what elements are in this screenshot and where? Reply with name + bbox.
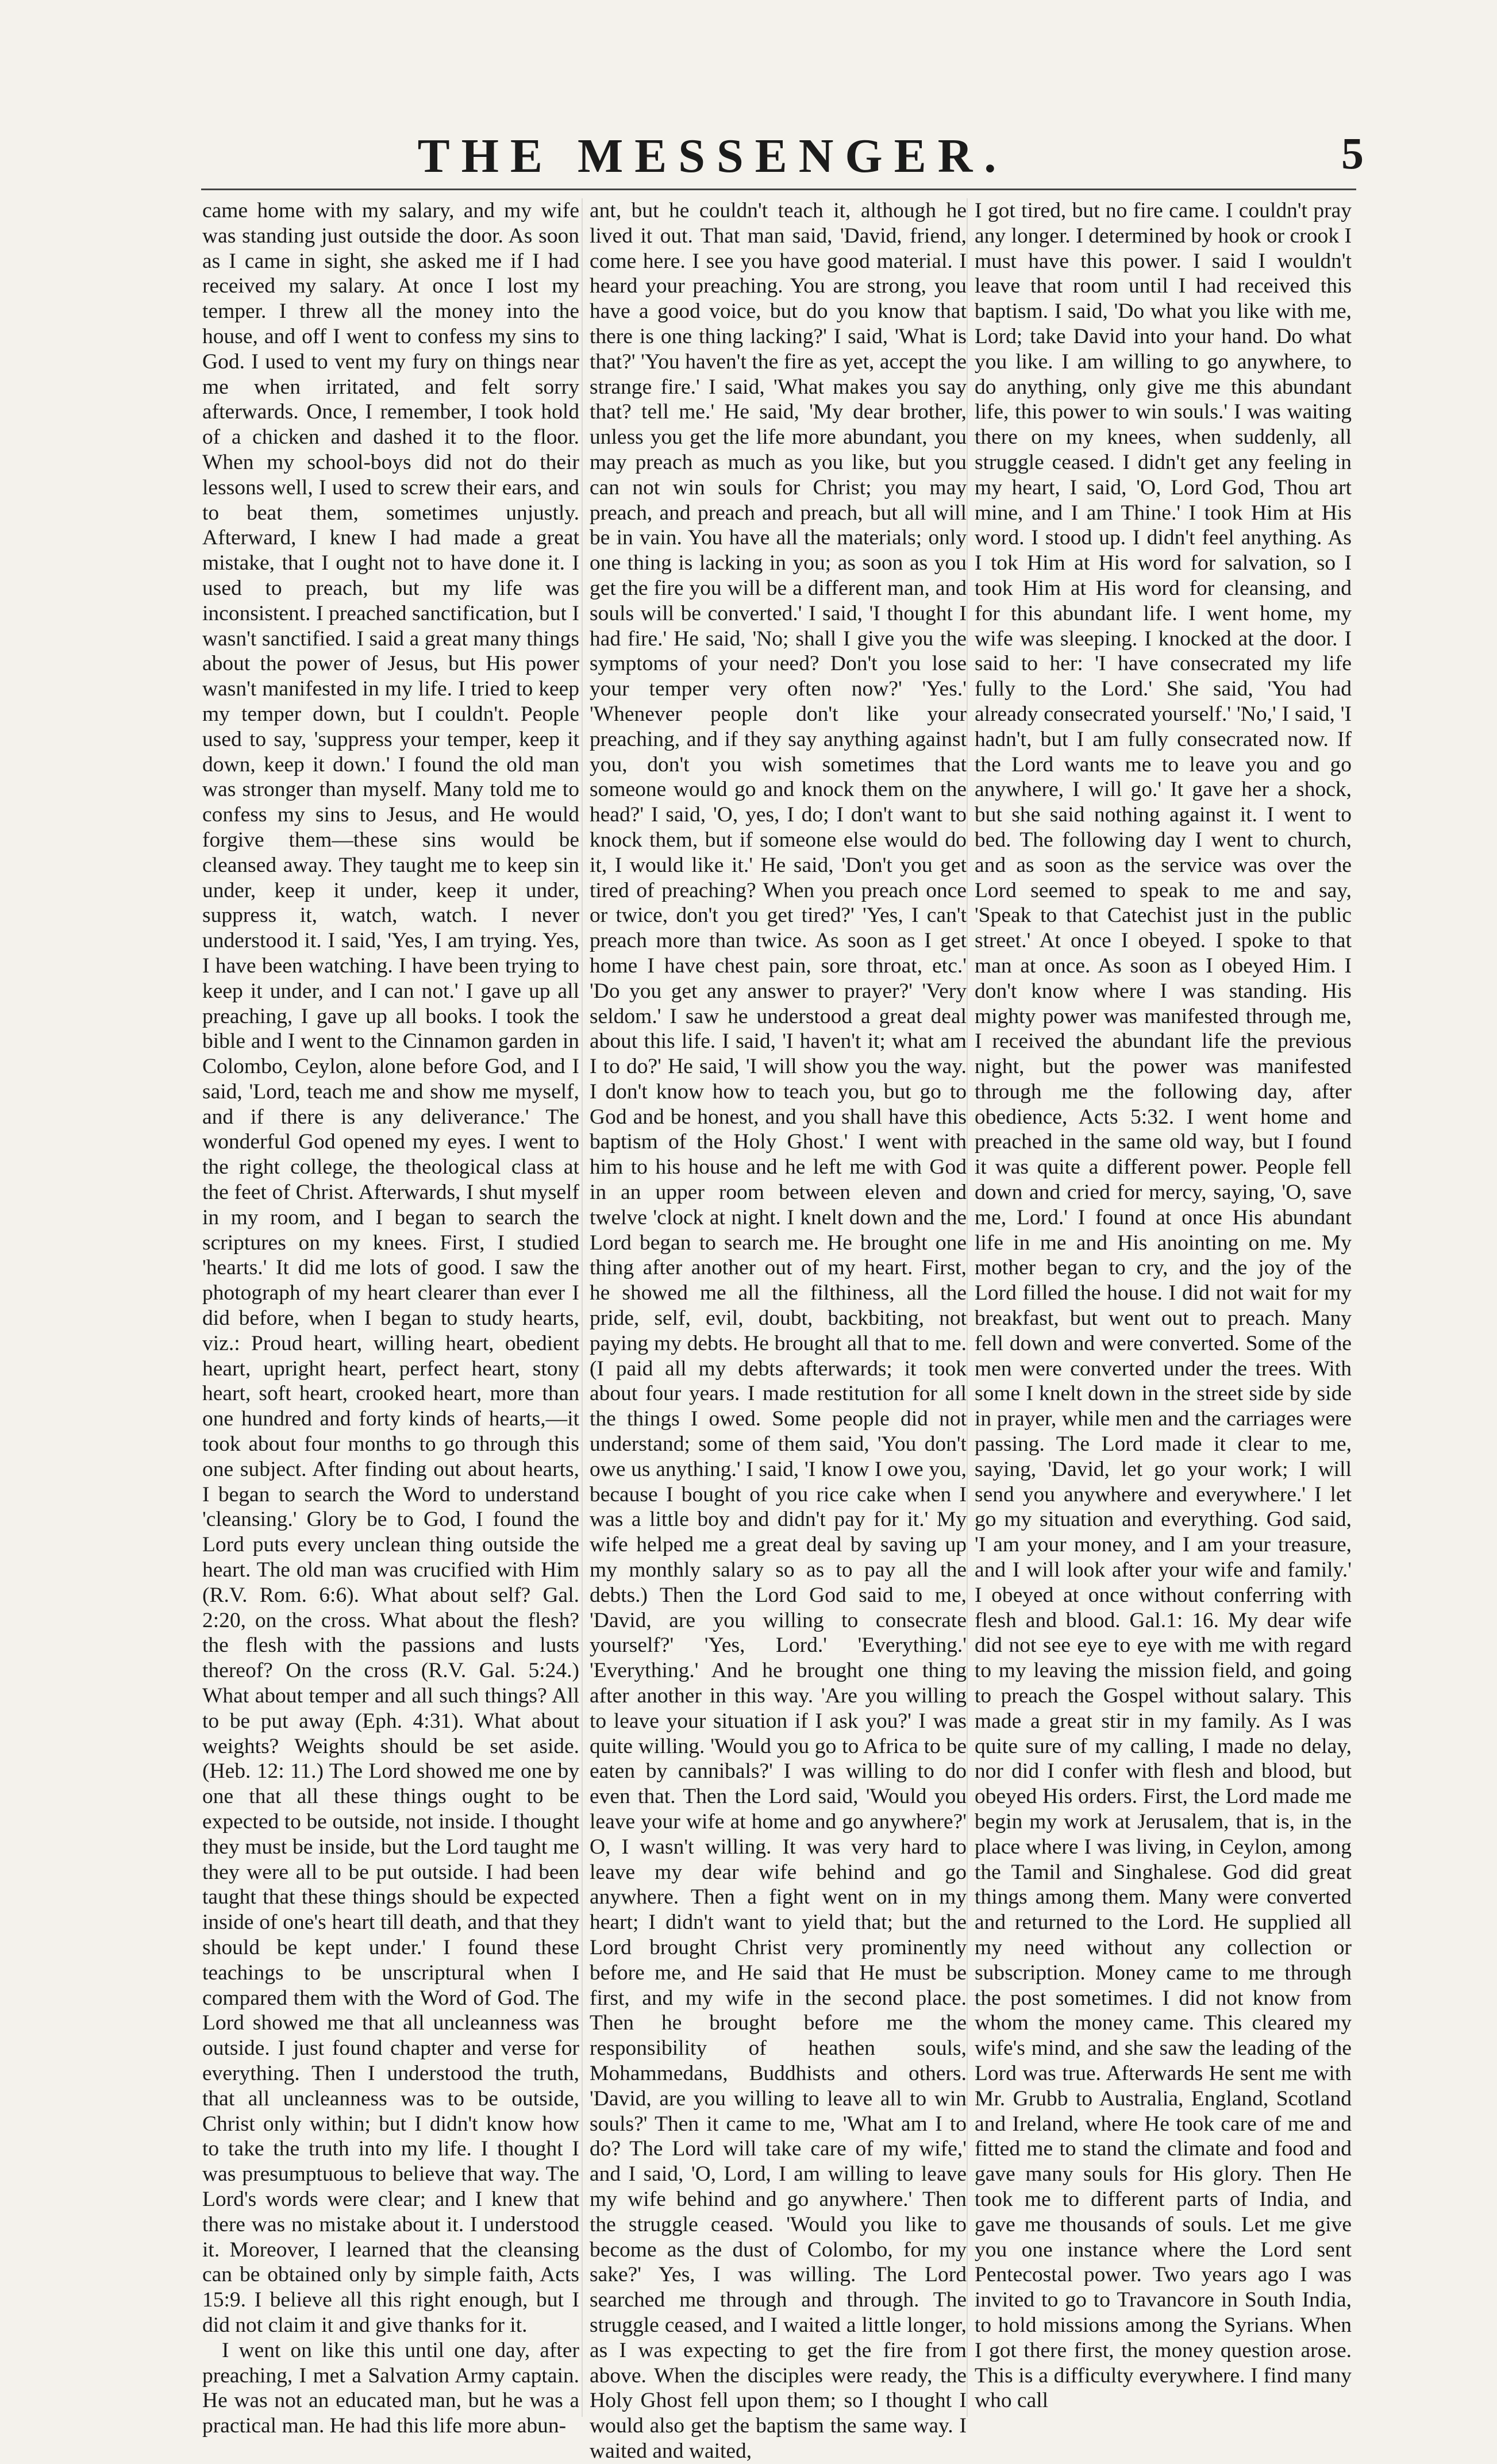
text-column-1: [202, 198, 579, 2438]
column-3-paragraph-1: I got tired, but no fire came. I couldn't pray any longer. I determined by hook or crook I must have this power. I said I wouldn't leave that room until I had received this baptism. I said, 'Do what you like with me, Lord; take David into your hand. Do what you like. I am willing to go anywhere, to do anything, only give me this abundant life, this power to win souls.' I was waiting there on my knees, when suddenly, all struggle ceased. I didn't get any feeling in my heart, I said, 'O, Lord God, Thou art mine, and I am Thine.' I took Him at His word. I stood up. I didn't feel anything. As I tok Him at His word for salvation, so I took Him at His word for cleansing, and for this abundant life. I went home, my wife was sleeping. I knocked at the door. I said to her: 'I have consecrated my life fully to the Lord.' She said, 'You had already consecrated yourself.' 'No,' I said, 'I hadn't, but I am fully consecrated now. If the Lord wants me to leave you and go anywhere, I will go.' It gave her a shock, but she said nothing against it. I went to bed. The following day I went to church, and as soon as the service was over the Lord seemed to speak to me and say, 'Speak to that Catechist just in the public street.' At once I obeyed. I spoke to that man at once. As soon as I obeyed Him. I don't know where I was standing. His mighty power was manifested through me, I received the abundant life the previous night, but the power was manifested through me the following day, after obedience, Acts 5:32. I went home and preached in the same old way, but I found it was quite a different power. People fell down and cried for mercy, saying, 'O, save me, Lord.' I found at once His abundant life in me and His anointing on me. My mother began to cry, and the joy of the Lord filled the house. I did not wait for my breakfast, but went out to preach. Many fell down and were converted. Some of the men were converted under the trees. With some I knelt down in the street side by side in prayer, while men and the carriages were passing. The Lord made it clear to me, saying, 'David, let go your work; I will send you anywhere and everywhere.' I let go my situation and everything. God said, 'I am your money, and I am your treasure, and I will look after your wife and family.' I obeyed at once without conferring with flesh and blood. Gal.1: 16. My dear wife did not see eye to eye with me with regard to my leaving the mission field, and going to preach the Gospel without salary. This made a great stir in my family. As I was quite sure of my calling, I made no delay, nor did I confer with flesh and blood, but obeyed His orders. First, the Lord made me begin my work at Jerusalem, that is, in the place where I was living, in Ceylon, among the Tamil and Singhalese. God did great things among them. Many were converted and returned to the Lord. He supplied all my need without any collection or subscription. Money came to me through the post sometimes. I did not know from whom the money came. This cleared my wife's mind, and she saw the leading of the Lord was true. Afterwards He sent me with Mr. Grubb to Australia, England, Scotland and Ireland, where He took care of me and fitted me to stand the climate and food and gave many souls for His glory. Then He took me to different parts of India, and gave me thousands of souls. Let me give you one instance where the Lord sent Pentecostal power. Two years ago I was invited to go to Travancore in South India, to hold missions among the Syrians. When I got there first, the money question arose. This is a difficulty everywhere. I find many who call: [975, 199, 1352, 2413]
column-1-paragraph-2: I went on like this until one day, after preaching, I met a Salvation Army captain. He was not an educated man, but he was a practical man. He had this life more abun-: [202, 2338, 579, 2438]
header-rule: [201, 189, 1356, 190]
column-2-paragraph-1: ant, but he couldn't teach it, although he lived it out. That man said, 'David, friend, come here. I see you have good material. I heard your preaching. You are strong, you have a good voice, but do you know that there is one thing lacking?' I said, 'What is that?' 'You haven't the fire as yet, accept the strange fire.' I said, 'What makes you say that? tell me.' He said, 'My dear brother, unless you get the life more abundant, you may preach as much as you like, but you can not win souls for Christ; you may preach, and preach and preach, but all will be in vain. You have all the materials; only one thing is lacking in you; as soon as you get the fire you will be a different man, and souls will be converted.' I said, 'I thought I had fire.' He said, 'No; shall I give you the symptoms of your need? Don't you lose your temper very often now?' 'Yes.' 'Whenever people don't like your preaching, and if they say anything against you, don't you wish sometimes that someone would go and knock them on the head?' I said, 'O, yes, I do; I don't want to knock them, but if someone else would do it, I would like it.' He said, 'Don't you get tired of preaching? When you preach once or twice, don't you get tired?' 'Yes, I can't preach more than twice. As soon as I get home I have chest pain, sore throat, etc.' 'Do you get any answer to prayer?' 'Very seldom.' I saw he understood a great deal about this life. I said, 'I haven't it; what am I to do?' He said, 'I will show you the way. I don't know how to teach you, but go to God and be honest, and you shall have this baptism of the Holy Ghost.' I went with him to his house and he left me with God in an upper room between eleven and twelve 'clock at night. I knelt down and the Lord began to search me. He brought one thing after another out of my heart. First, he showed me all the filthiness, all the pride, self, evil, doubt, backbiting, not paying my debts. He brought all that to me. (I paid all my debts afterwards; it took about four years. I made restitution for all the things I owed. Some people did not understand; some of them said, 'You don't owe us anything.' I said, 'I know I owe you, because I bought of you rice cake when I was a little boy and didn't pay for it.' My wife helped me a great deal by saving up my monthly salary so as to pay all the debts.) Then the Lord God said to me, 'David, are you willing to consecrate yourself?' 'Yes, Lord.' 'Everything.' 'Everything.' And he brought one thing after another in this way. 'Are you willing to leave your situation if I ask you?' I was quite willing. 'Would you go to Africa to be eaten by cannibals?' I was willing to do even that. Then the Lord said, 'Would you leave your wife at home and go anywhere?' O, I wasn't willing. It was very hard to leave my dear wife behind and go anywhere. Then a fight went on in my heart; I didn't want to yield that; but the Lord brought Christ very prominently before me, and He said that He must be first, and my wife in the second place. Then he brought before me the responsibility of heathen souls, Mohammedans, Buddhists and others. 'David, are you willing to leave all to win souls?' Then it came to me, 'What am I to do? The Lord will take care of my wife,' and I said, 'O, Lord, I am willing to leave my wife behind and go anywhere.' Then the struggle ceased. 'Would you like to become as the dust of Colombo, for my sake?' Yes, I was willing. The Lord searched me through and through. The struggle ceased, and I waited a little longer, as I was expecting to get the fire from above. When the disciples were ready, the Holy Ghost fell upon them; so I thought I would also get the baptism the same way. I waited and waited,: [590, 199, 967, 2463]
column-divider: [967, 198, 968, 2417]
column-1-paragraph-1: came home with my salary, and my wife was standing just outside the door. As soon as I came in sight, she asked me if I had received my salary. At once I lost my temper. I threw all the money into the house, and off I went to confess my sins to God. I used to vent my fury on things near me when irritated, and felt sorry afterwards. Once, I remember, I took hold of a chicken and dashed it to the floor. When my school-boys did not do their lessons well, I used to screw their ears, and to beat them, sometimes unjustly. Afterward, I knew I had made a great mistake, that I ought not to have done it. I used to preach, but my life was inconsistent. I preached sanctification, but I wasn't sanctified. I said a great many things about the power of Jesus, but His power wasn't manifested in my life. I tried to keep my temper down, but I couldn't. People used to say, 'suppress your temper, keep it down, keep it down.' I found the old man was stronger than myself. Many told me to confess my sins to Jesus, and He would forgive them—these sins would be cleansed away. They taught me to keep sin under, keep it under, keep it under, suppress it, watch, watch. I never understood it. I said, 'Yes, I am trying. Yes, I have been watching. I have been trying to keep it under, and I can not.' I gave up all preaching, I gave up all books. I took the bible and I went to the Cinnamon garden in Colombo, Ceylon, alone before God, and I said, 'Lord, teach me and show me myself, and if there is any deliverance.' The wonderful God opened my eyes. I went to the right college, the theological class at the feet of Christ. Afterwards, I shut myself in my room, and I began to search the scriptures on my knees. First, I studied 'hearts.' It did me lots of good. I saw the photograph of my heart clearer than ever I did before, when I began to study hearts, viz.: Proud heart, willing heart, obedient heart, upright heart, perfect heart, stony heart, soft heart, crooked heart, more than one hundred and forty kinds of hearts,—it took about four months to go through this one subject. After finding out about hearts, I began to search the Word to understand 'cleansing.' Glory be to God, I found the Lord puts every unclean thing outside the heart. The old man was crucified with Him (R.V. Rom. 6:6). What about self? Gal. 2:20, on the cross. What about the flesh? the flesh with the passions and lusts thereof? On the cross (R.V. Gal. 5:24.) What about temper and all such things? All to be put away (Eph. 4:31). What about weights? Weights should be set aside. (Heb. 12: 11.) The Lord showed me one by one that all these things ought to be expected to be outside, not inside. I thought they must be inside, but the Lord taught me they were all to be put outside. I had been taught that these things should be expected inside of one's heart till death, and that they should be kept under.' I found these teachings to be unscriptural when I compared them with the Word of God. The Lord showed me that all uncleanness was outside. I just found chapter and verse for everything. Then I understood the truth, that all uncleanness was to be outside, Christ only within; but I didn't know how to take the truth into my life. I thought I was presumptuous to believe that way. The Lord's words were clear; and I knew that there was no mistake about it. I understood it. Moreover, I learned that the cleansing can be obtained only by simple faith, Acts 15:9. I believe all this right enough, but I did not claim it and give thanks for it.: [202, 199, 579, 2337]
page-number: 5: [1341, 128, 1364, 178]
text-column-2: [590, 198, 967, 2463]
masthead-title: THE MESSENGER.: [417, 129, 1008, 183]
text-column-3: [975, 198, 1352, 2417]
column-divider: [582, 198, 583, 2417]
